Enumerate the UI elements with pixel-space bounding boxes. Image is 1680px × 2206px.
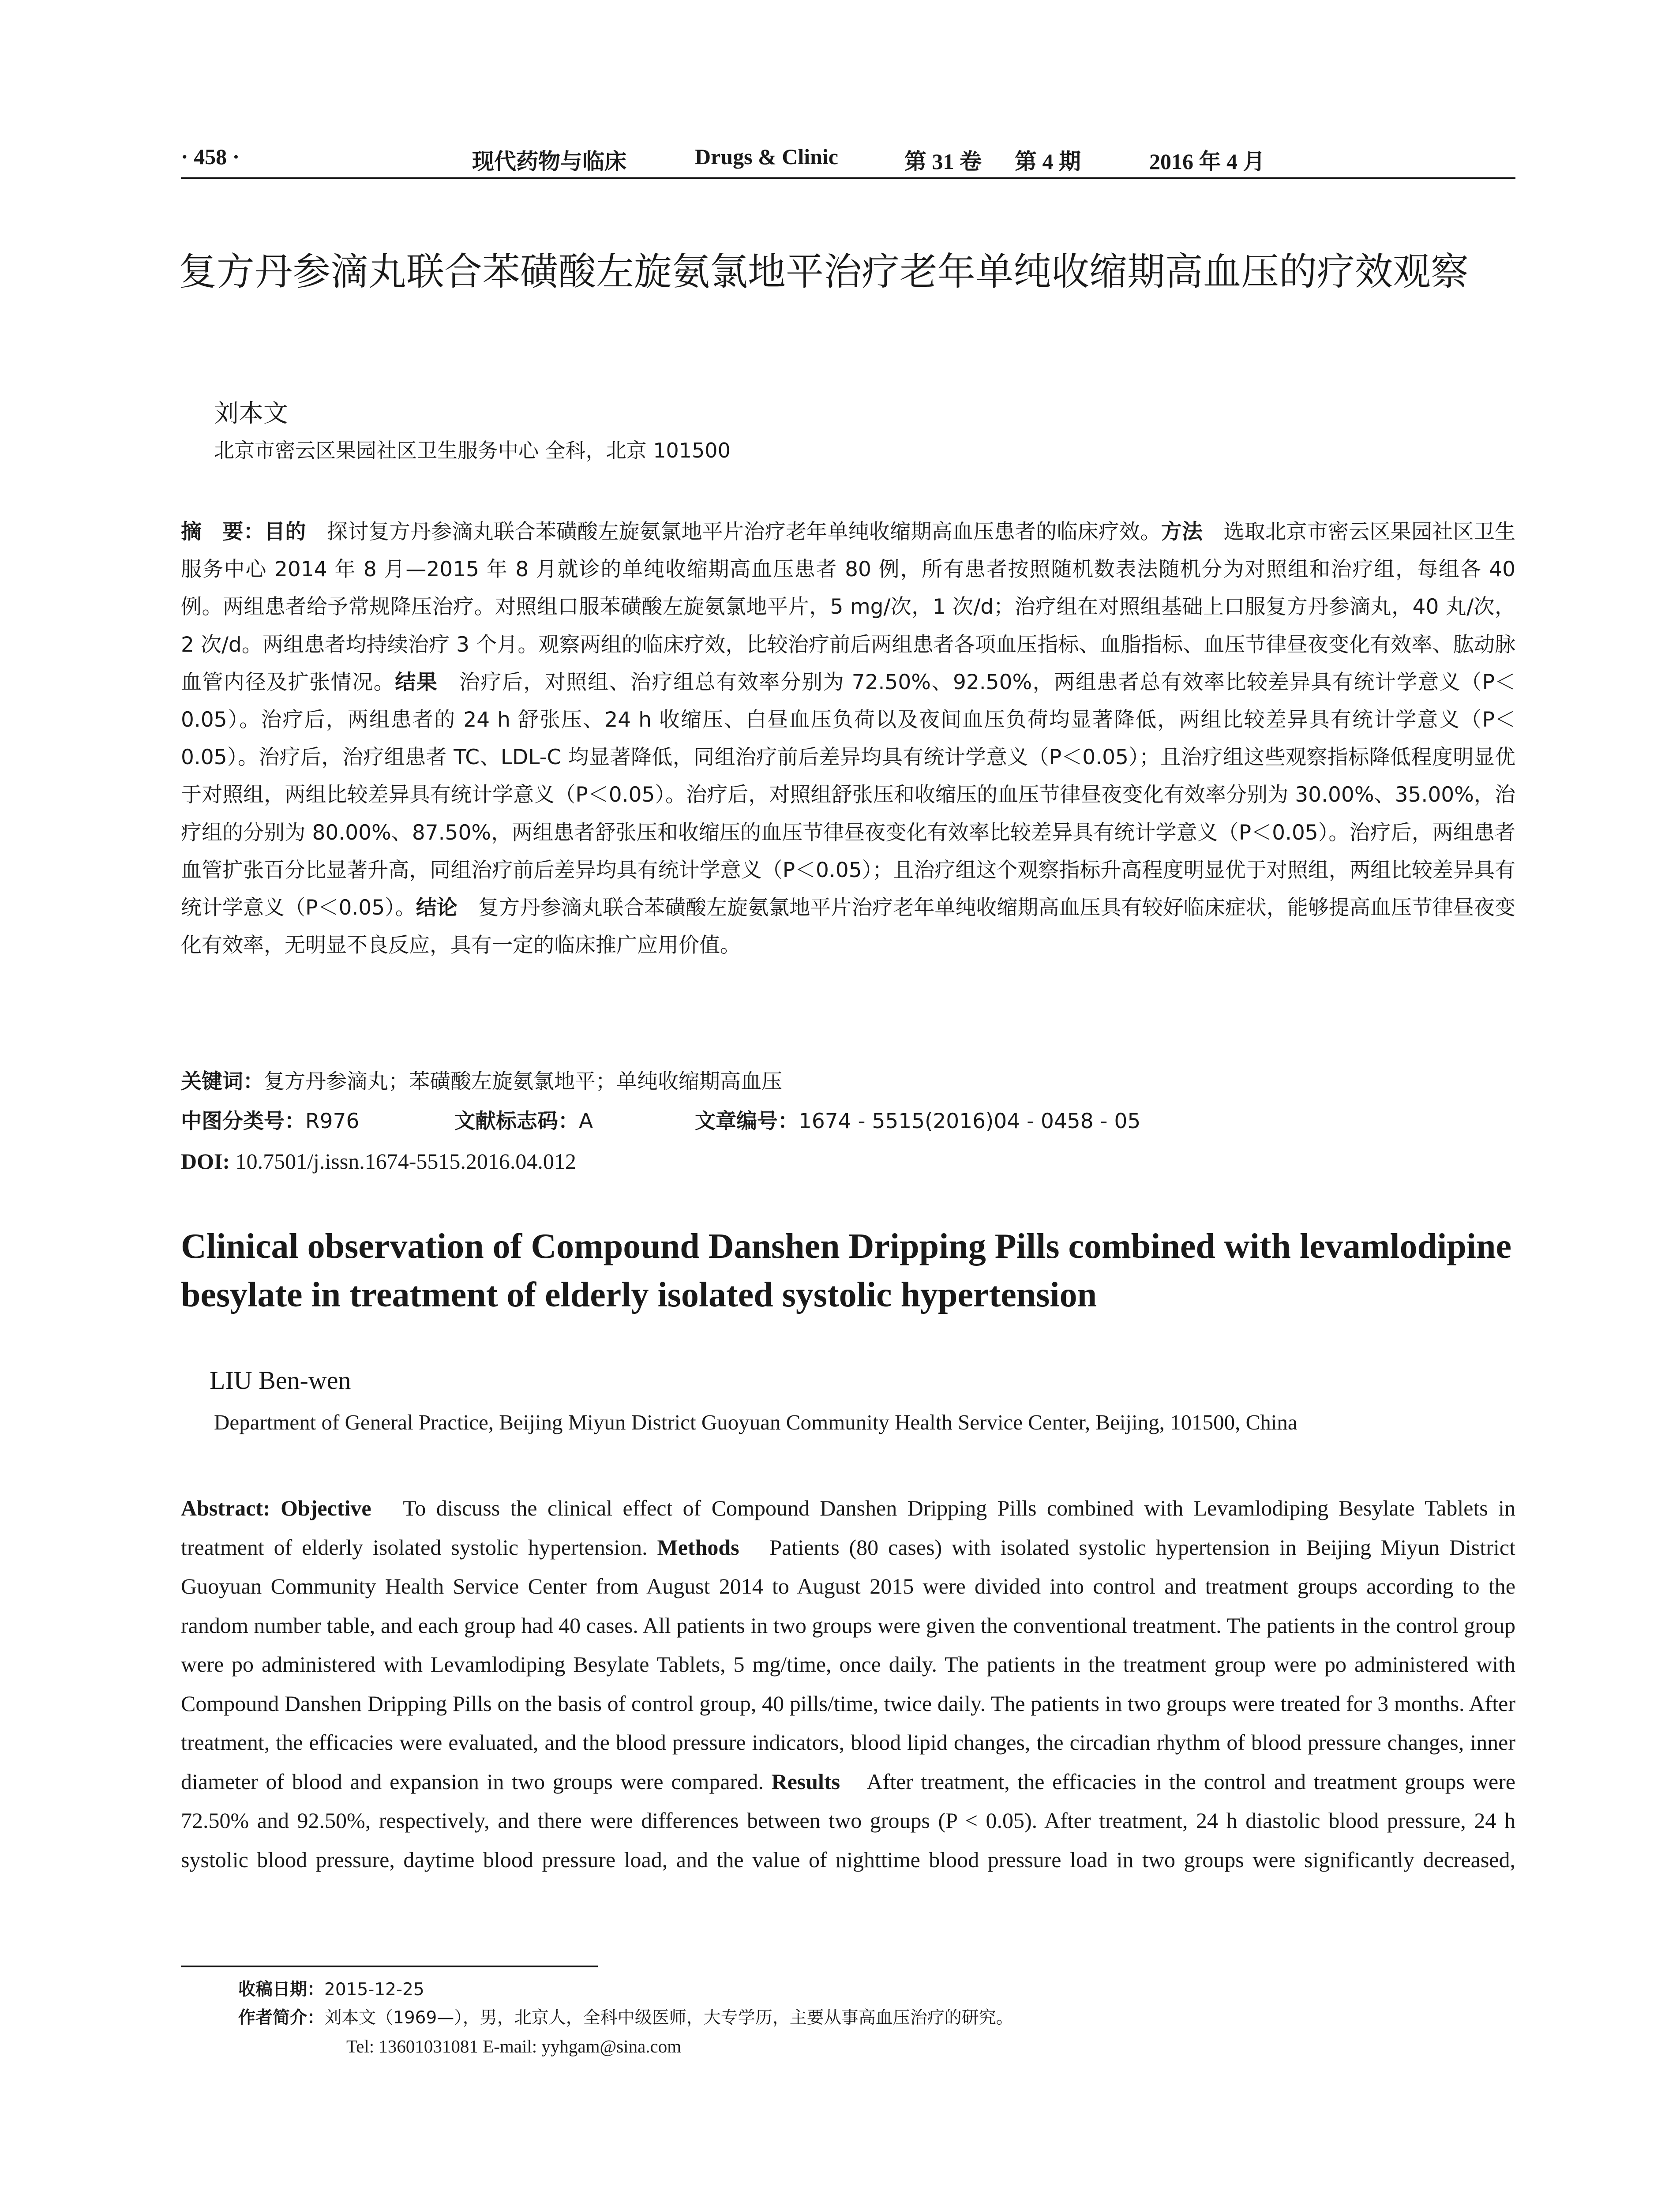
page-number: · 458 · — [181, 144, 240, 169]
article-number: 1674 - 5515(2016)04 - 0458 - 05 — [799, 1109, 1141, 1133]
doi-value[interactable]: 10.7501/j.issn.1674-5515.2016.04.012 — [230, 1149, 576, 1174]
doi-label: DOI: — [181, 1149, 230, 1174]
issue: 第 4 期 — [1015, 149, 1081, 174]
clc-group — [181, 1104, 454, 1139]
keywords-label: 关键词： — [181, 1069, 264, 1094]
abstract-label-cn: 摘 要： — [181, 520, 265, 544]
keywords-text: 复方丹参滴丸；苯磺酸左旋氨氯地平；单纯收缩期高血压 — [264, 1069, 782, 1094]
author-contact: Tel: 13601031081 E-mail: yyhgam@sina.com — [346, 2036, 682, 2056]
author-bio-label: 作者简介： — [238, 2008, 325, 2028]
results-text-en: After treatment, the efficacies in the control and treatment groups were 72.50% and 92.50%, respectively, and there were differences between two groups (P < 0.05). After treatment, 24 h diastolic blood pressure, 24 h systolic blood pressure, daytime blood pressure load, and the value of nighttime blood pressure load in two groups were significantly decreased, — [181, 1769, 1515, 1872]
journal-name-cn: 现代药物与临床 — [472, 149, 626, 174]
objective-label-en: Objective — [270, 1496, 371, 1520]
objective-label-cn: 目的 — [264, 520, 306, 544]
methods-label-en: Methods — [657, 1534, 739, 1560]
doc-code-label: 文献标志码： — [454, 1109, 579, 1133]
chinese-abstract — [181, 513, 1515, 964]
classification-line — [181, 1104, 1515, 1139]
methods-label-cn: 方法 — [1161, 520, 1203, 544]
header-divider — [181, 177, 1515, 179]
english-author: LIU Ben-wen — [210, 1366, 351, 1395]
methods-text-cn: 选取北京市密云区果园社区卫生服务中心 2014 年 8 月—2015 年 8 月就诊的单纯收缩期高血压患者 80 例，所有患者按照随机数表法随机分为对照组和治疗组，每组各 40 例。两组患者给予常规降压治疗。对照组口服苯磺酸左旋氨氯地平片，5 mg/次，1 次/d；治疗组在对照组基础上口服复方丹参滴丸，40 丸/次，2 次/d。两组患者均持续治疗 3 个月。观察两组的临床疗效，比较治疗前后两组患者各项血压指标、血脂指标、血压节律昼夜变化有效率、肱动脉血管内径及扩张情况。 — [181, 520, 1516, 694]
keywords — [181, 1064, 1515, 1099]
chinese-title: 复方丹参滴丸联合苯磺酸左旋氨氯地平治疗老年单纯收缩期高血压的疗效观察 — [179, 250, 1469, 294]
footnote-divider — [181, 1966, 598, 1967]
article-number-label: 文章编号： — [695, 1109, 799, 1133]
clc-code: R976 — [305, 1109, 360, 1133]
doc-code-group — [454, 1104, 695, 1139]
conclusion-text-cn: 复方丹参滴丸联合苯磺酸左旋氨氯地平片治疗老年单纯收缩期高血压具有较好临床症状，能够提高血压节律昼夜变化有效率，无明显不良反应，具有一定的临床推广应用价值。 — [181, 896, 1516, 958]
doc-code: A — [579, 1109, 593, 1133]
publication-date: 2016 年 4 月 — [1149, 149, 1265, 174]
received-date: 2015-12-25 — [324, 1980, 424, 2000]
article-number-group — [695, 1104, 1140, 1139]
volume: 第 31 卷 — [904, 149, 982, 174]
objective-text-cn: 探讨复方丹参滴丸联合苯磺酸左旋氨氯地平片治疗老年单纯收缩期高血压患者的临床疗效。 — [306, 520, 1161, 544]
conclusion-label-cn: 结论 — [416, 896, 458, 920]
english-affiliation: Department of General Practice, Beijing Miyun District Guoyuan Community Health Service Center, Beijing, 101500, China — [214, 1410, 1298, 1434]
english-abstract — [181, 1489, 1515, 1879]
chinese-affiliation: 北京市密云区果园社区卫生服务中心 全科，北京 101500 — [214, 439, 731, 462]
results-label-en: Results — [771, 1769, 840, 1794]
author-bio-line — [238, 2004, 1518, 2032]
english-title: Clinical observation of Compound Danshen Dripping Pills combined with levamlodipine besylate in treatment of elderly isolated systolic hypertension — [181, 1227, 1512, 1314]
author-bio: 刘本文（1969—），男，北京人，全科中级医师，大专学历，主要从事高血压治疗的研究。 — [324, 2008, 1013, 2028]
chinese-author: 刘本文 — [214, 399, 288, 428]
doi-line — [181, 1144, 1515, 1179]
footnotes — [238, 1976, 1518, 2060]
results-text-cn: 治疗后，对照组、治疗组总有效率分别为 72.50%、92.50%，两组患者总有效率比较差异具有统计学意义（P＜0.05）。治疗后，两组患者的 24 h 舒张压、24 h 收缩压、白昼血压负荷以及夜间血压负荷均显著降低，两组比较差异具有统计学意义（P＜0.05）。治疗后，治疗组患者 TC、LDL-C 均显著降低，同组治疗前后差异均具有统计学意义（P＜0.05）；且治疗组这些观察指标降低程度明显优于对照组，两组比较差异具有统计学意义（P＜0.05）。治疗后，对照组舒张压和收缩压的血压节律昼夜变化有效率分别为 30.00%、35.00%，治疗组的分别为 80.00%、87.50%，两组患者舒张压和收缩压的血压节律昼夜变化有效率比较差异具有统计学意义（P＜0.05）。治疗后，两组患者血管扩张百分比显著升高，同组治疗前后差异均具有统计学意义（P＜0.05）；且治疗组这个观察指标升高程度明显优于对照组，两组比较差异具有统计学意义（P＜0.05）。 — [181, 670, 1516, 920]
running-header — [181, 140, 1515, 176]
received-label: 收稿日期： — [238, 1980, 325, 2000]
received-date-line — [238, 1976, 1518, 2004]
clc-label: 中图分类号： — [181, 1109, 305, 1133]
journal-name-en: Drugs & Clinic — [695, 144, 838, 169]
results-label-cn: 结果 — [395, 670, 438, 694]
abstract-label-en: Abstract: — [181, 1496, 270, 1520]
methods-text-en: Patients (80 cases) with isolated systolic hypertension in Beijing Miyun District Guoyuan Community Health Service Center from August 2014 to August 2015 were divided into control and treatment groups according to the random number table, and each group had 40 cases. All patients in two groups were given the conventional treatment. The patients in the control group were po administered with Levamlodiping Besylate Tablets, 5 mg/time, once daily. The patients in the treatment group were po administered with Compound Danshen Dripping Pills on the basis of control group, 40 pills/time, twice daily. The patients in two groups were treated for 3 months. After treatment, the efficacies were evaluated, and the blood pressure indicators, blood lipid changes, the circadian rhythm of blood pressure changes, inner diameter of blood and expansion in two groups were compared. — [181, 1534, 1515, 1794]
objective-text-en: To discuss the clinical effect of Compound Danshen Dripping Pills combined with Levamlodiping Besylate Tablets in treatment of elderly isolated systolic hypertension. — [181, 1496, 1516, 1560]
